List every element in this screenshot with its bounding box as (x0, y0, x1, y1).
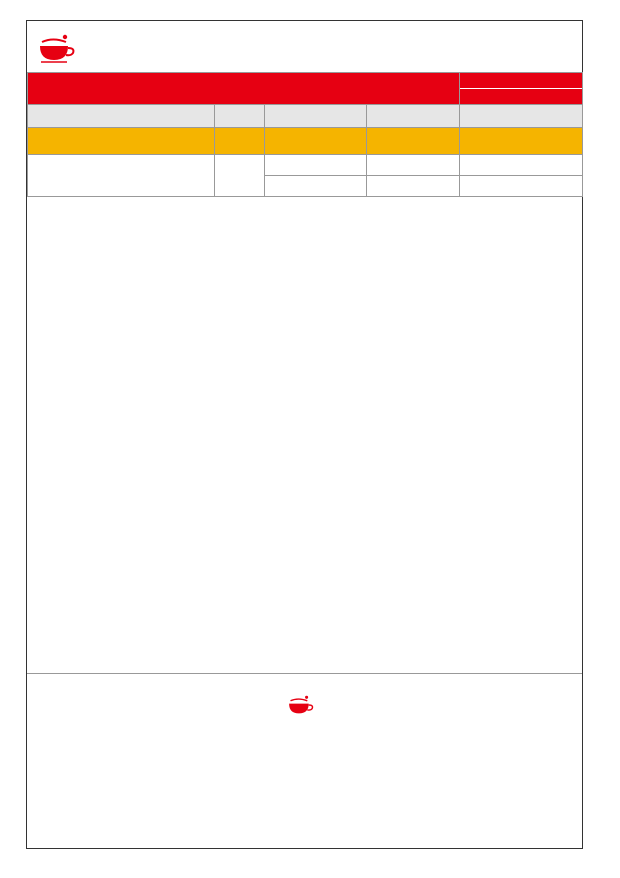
empty-row (28, 155, 583, 176)
schedule-sheet (26, 20, 583, 849)
bakery-column-headers (28, 128, 583, 155)
coffee-cup-icon (287, 694, 315, 716)
column-header (28, 105, 215, 128)
column-header (265, 128, 367, 155)
column-header (215, 105, 265, 128)
fee-subtitle (460, 88, 582, 89)
footer-brand (27, 694, 582, 716)
page-footer (27, 673, 582, 716)
barista-section-title (28, 73, 460, 105)
column-header (215, 128, 265, 155)
column-header (460, 105, 583, 128)
column-header (28, 128, 215, 155)
column-header (265, 105, 367, 128)
coffee-cup-icon (37, 33, 77, 63)
column-header (367, 105, 460, 128)
schedule-table (27, 72, 583, 197)
column-header (460, 128, 583, 155)
barista-fee-header (460, 73, 583, 105)
page-header (27, 21, 582, 73)
column-header (367, 128, 460, 155)
barista-column-headers (28, 105, 583, 128)
